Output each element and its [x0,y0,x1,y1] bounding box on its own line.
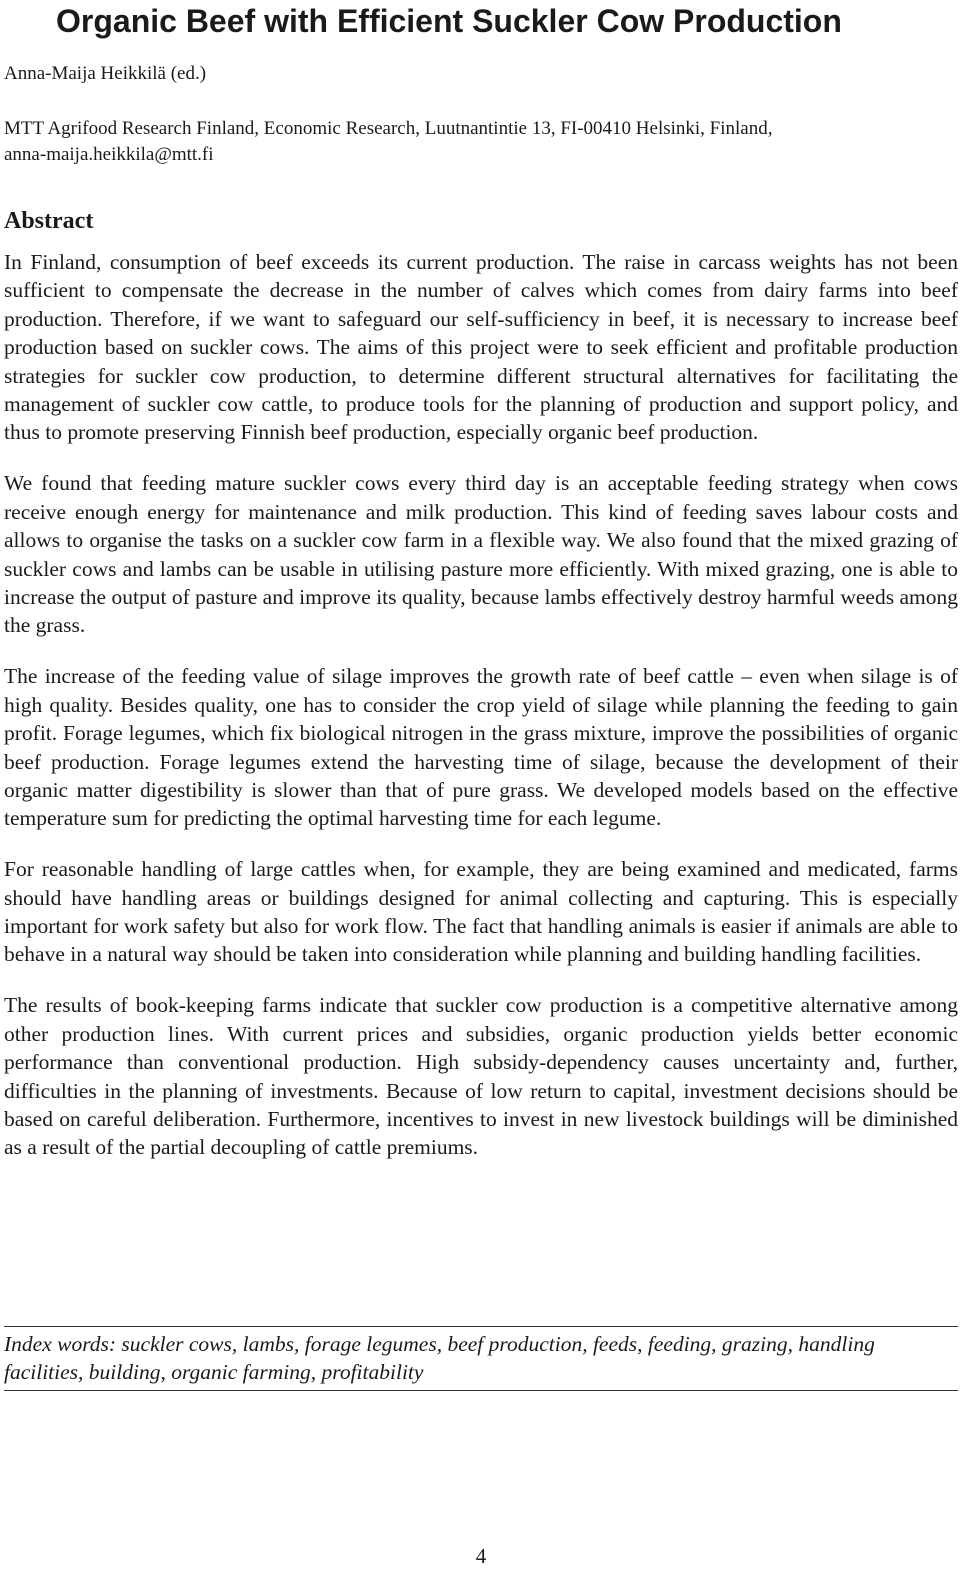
author-line: Anna-Maija Heikkilä (ed.) [4,63,207,84]
abstract-paragraph-4: For reasonable handling of large cattles when, for example, they are being examined and medicated, farms should have handling areas or buildings designed for animal collecting and capturing. This is especially important for work safety but also for work flow. The fact that handling animals is easier if animals are able to behave in a natural way should be taken into consideration while planning and building handling facilities. [4,857,958,967]
paper-title: Organic Beef with Efficient Suckler Cow Production [56,3,842,39]
abstract-paragraph-5: The results of book-keeping farms indicate that suckler cow production is a competitive alternative among other production lines. With current prices and subsidies, organic production yields better economic performance than conventional production. High subsidy-dependency causes uncertainty and, further, difficulties in the planning of investments. Because of low return to capital, investment decisions should be based on careful deliberation. Furthermore, incentives to invest in new livestock buildings will be diminished as a result of the partial decoupling of cattle premiums. [4,993,958,1160]
paper-page [4,0,958,1570]
affiliation-email: anna-maija.heikkila@mtt.fi [4,144,214,165]
abstract-paragraph-2: We found that feeding mature suckler cows every third day is an acceptable feeding strategy when cows receive enough energy for maintenance and milk production. This kind of feeding saves labour costs and allows to organise the tasks on a suckler cow farm in a flexible way. We also found that the mixed grazing of suckler cows and lambs can be usable in utilising pasture more efficiently. With mixed grazing, one is able to increase the output of pasture and improve its quality, because lambs effectively destroy harmful weeds among the grass. [4,471,958,638]
abstract-heading: Abstract [4,208,94,234]
abstract-body [4,248,958,1184]
index-words: Index words: suckler cows, lambs, forage legumes, beef production, feeds, feeding, grazing, handling facilities, building, organic farming, profitability [4,1332,875,1384]
index-words-bottom-rule [4,1390,958,1391]
affiliation-address: MTT Agrifood Research Finland, Economic Research, Luutnantintie 13, FI-00410 Helsinki, Finland, [4,118,773,139]
affiliation [4,116,958,168]
page-number: 4 [475,1544,487,1568]
abstract-paragraph-1: In Finland, consumption of beef exceeds its current production. The raise in carcass weights has not been sufficient to compensate the decrease in the number of calves which comes from dairy farms into beef production. Therefore, if we want to safeguard our self-sufficiency in beef, it is necessary to increase beef production based on suckler cows. The aims of this project were to seek efficient and profitable production strategies for suckler cow production, to determine different structural alternatives for facilitating the management of suckler cow cattle, to produce tools for the planning of production and support policy, and thus to promote preserving Finnish beef production, especially organic beef production. [4,250,958,445]
index-words-top-rule [4,1326,958,1327]
abstract-paragraph-3: The increase of the feeding value of silage improves the growth rate of beef cattle – even when silage is of high quality. Besides quality, one has to consider the crop yield of silage while planning the feeding to gain profit. Forage legumes, which fix biological nitrogen in the grass mixture, improve the possibilities of organic beef production. Forage legumes extend the harvesting time of silage, because the development of their organic matter digestibility is slower than that of pure grass. We developed models based on the effective temperature sum for predicting the optimal harvesting time for each legume. [4,664,958,831]
